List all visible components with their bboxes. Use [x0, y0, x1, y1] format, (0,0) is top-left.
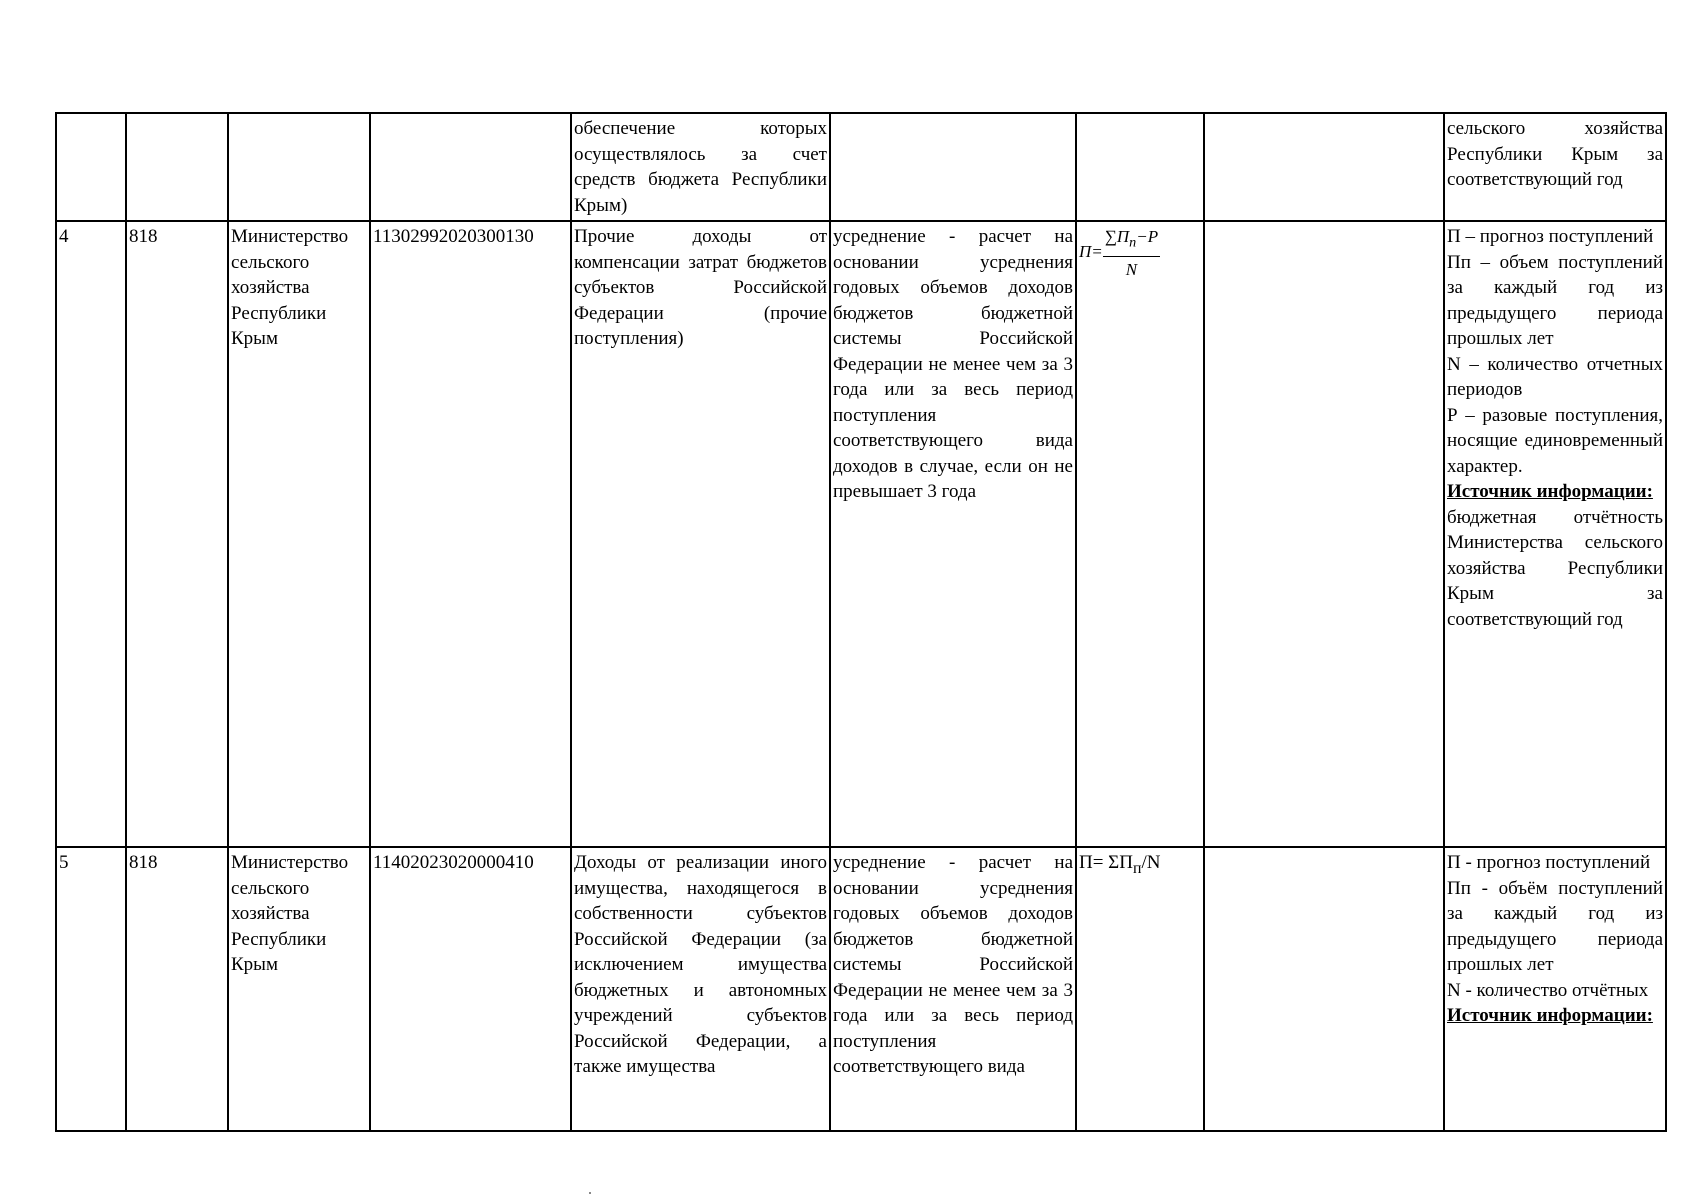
cell-method: усреднение - расчет на основании усреднения годовых объемов доходов бюджетов бюджетной системы Российской Федерации не менее чем за 3 года или за весь период поступления соответствующего вида	[830, 847, 1076, 1131]
cell-admin-code: 818	[126, 847, 228, 1131]
cell-formula	[1076, 221, 1204, 847]
description-line: N – количество отчетных периодов	[1447, 353, 1663, 400]
description-line: П - прогноз поступлений	[1447, 852, 1651, 873]
cell-number	[56, 113, 126, 221]
cell-kbk: 11302992020300130	[370, 221, 571, 847]
source-label: Источник информации:	[1447, 1005, 1653, 1026]
cell-algorithm	[1204, 221, 1444, 847]
cell-method: усреднение - расчет на основании усреднения годовых объемов доходов бюджетов бюджетной системы Российской Федерации не менее чем за 3 года или за весь период поступления соответствующего вида доходов в случае, если он не превышает 3 года	[830, 221, 1076, 847]
cell-number: 5	[56, 847, 126, 1131]
table-row	[56, 847, 1666, 1131]
source-text: бюджетная отчётность Министерства сельского хозяйства Республики Крым за соответствующий год	[1447, 506, 1663, 630]
table-row	[56, 113, 1666, 221]
revenue-forecast-table	[55, 112, 1667, 1132]
cell-revenue-name: Доходы от реализации иного имущества, находящегося в собственности субъектов Российской Федерации (за исключением имущества бюджетных и автономных учреждений субъектов Российской Федерации, а также имущества	[571, 847, 830, 1131]
cell-admin-name: Министерство сельского хозяйства Республики Крым	[228, 847, 370, 1131]
cell-number: 4	[56, 221, 126, 847]
description-line: N - количество отчётных	[1447, 979, 1649, 1001]
forecast-formula: П= $\frac{\sum П_п-Р}{N}$	[1079, 242, 1160, 261]
cell-admin-name	[228, 113, 370, 221]
forecast-formula: $П= \Sigma П_п/N$	[1079, 852, 1161, 877]
cell-description	[1444, 847, 1666, 1131]
cell-kbk	[370, 113, 571, 221]
cell-algorithm	[1204, 847, 1444, 1131]
description-line: Пп – объем поступлений за каждый год из предыдущего периода прошлых лет	[1447, 251, 1663, 349]
cell-algorithm	[1204, 113, 1444, 221]
cell-formula	[1076, 847, 1204, 1131]
scan-speck	[589, 1192, 591, 1194]
cell-revenue-name: обеспечение которых осуществлялось за счет средств бюджета Республики Крым)	[571, 113, 830, 221]
cell-kbk: 11402023020000410	[370, 847, 571, 1131]
cell-formula	[1076, 113, 1204, 221]
cell-method	[830, 113, 1076, 221]
description-line: П – прогноз поступлений	[1447, 226, 1654, 247]
description-line: Р – разовые поступления, носящие единовременный характер.	[1447, 404, 1663, 477]
cell-admin-code: 818	[126, 221, 228, 847]
cell-description	[1444, 221, 1666, 847]
table-row	[56, 221, 1666, 847]
cell-revenue-name: Прочие доходы от компенсации затрат бюджетов субъектов Российской Федерации (прочие поступления)	[571, 221, 830, 847]
source-label: Источник информации:	[1447, 481, 1653, 502]
cell-admin-code	[126, 113, 228, 221]
cell-description: сельского хозяйства Республики Крым за соответствующий год	[1444, 113, 1666, 221]
description-line: Пп - объём поступлений за каждый год из предыдущего периода прошлых лет	[1447, 877, 1663, 975]
cell-admin-name: Министерство сельского хозяйства Республики Крым	[228, 221, 370, 847]
